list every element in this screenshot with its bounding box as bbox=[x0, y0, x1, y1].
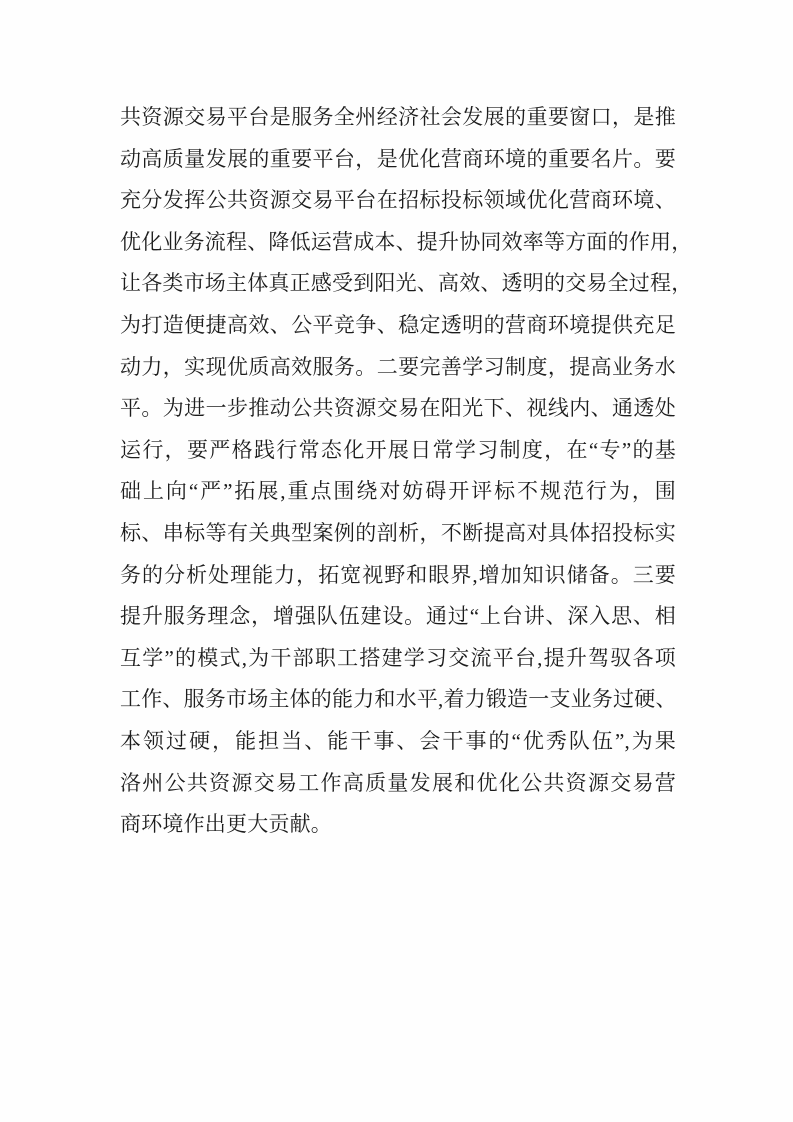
text-line: 动高质量发展的重要平台，是优化营商环境的重要名片。要 bbox=[120, 146, 676, 171]
document-body bbox=[120, 97, 693, 846]
text-line: 充分发挥公共资源交易平台在招标投标领域优化营商环境、 bbox=[120, 188, 676, 213]
text-line: 标、串标等有关典型案例的剖析，不断提高对具体招投标实 bbox=[120, 520, 676, 545]
text-line: 工作、服务市场主体的能力和水平,着力锻造一支业务过硬、 bbox=[120, 687, 677, 712]
text-line: 优化业务流程、降低运营成本、提升协同效率等方面的作用， bbox=[120, 229, 693, 254]
text-line: 务的分析处理能力，拓宽视野和眼界,增加知识储备。三要 bbox=[120, 562, 676, 587]
text-line: 洛州公共资源交易工作高质量发展和优化公共资源交易营 bbox=[120, 770, 676, 795]
text-line: 共资源交易平台是服务全州经济社会发展的重要窗口，是推 bbox=[120, 105, 676, 129]
text-line: 运行，要严格践行常态化开展日常学习制度，在“专”的基 bbox=[120, 437, 676, 462]
text-line: 平。为进一步推动公共资源交易在阳光下、视线内、通透处 bbox=[120, 396, 676, 421]
text-line: 本领过硬，能担当、能干事、会干事的“优秀队伍”,为果 bbox=[120, 728, 676, 753]
text-line: 互学”的模式,为干部职工搭建学习交流平台,提升驾驭各项 bbox=[120, 645, 676, 670]
text-line: 础上向“严”拓展,重点围绕对妨碍开评标不规范行为，围 bbox=[120, 479, 676, 504]
text-line: 动力，实现优质高效服务。二要完善学习制度，提高业务水 bbox=[120, 354, 676, 379]
text-line: 让各类市场主体真正感受到阳光、高效、透明的交易全过程， bbox=[120, 271, 693, 296]
text-line: 为打造便捷高效、公平竞争、稳定透明的营商环境提供充足 bbox=[120, 312, 676, 337]
text-line: 商环境作出更大贡献。 bbox=[120, 812, 332, 837]
text-line: 提升服务理念，增强队伍建设。通过“上台讲、深入思、相 bbox=[120, 604, 676, 629]
